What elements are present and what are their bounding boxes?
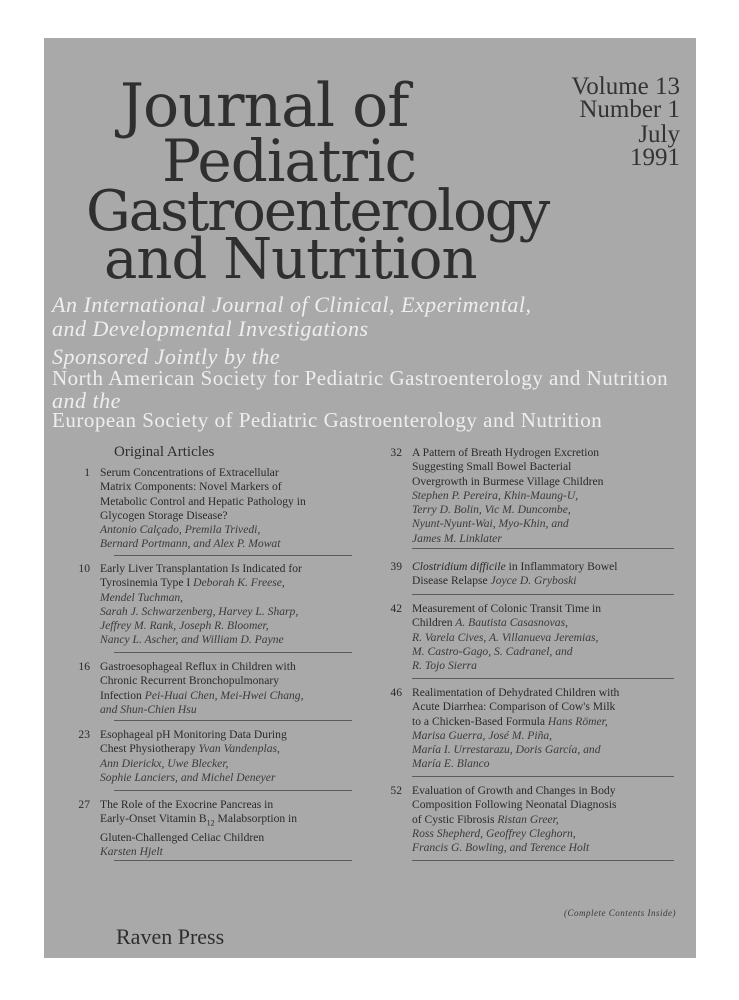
- article-title-line: Matrix Components: Novel Markers of: [100, 480, 282, 494]
- article-p39: [386, 560, 686, 590]
- sponsors-line-4: European Society of Pediatric Gastroenterology and Nutrition: [52, 408, 603, 432]
- page-number: 16: [78, 660, 90, 673]
- divider: [412, 548, 674, 549]
- page-number: 42: [390, 602, 402, 615]
- article-p46: [386, 686, 686, 772]
- contents-inside-note: (Complete Contents Inside): [564, 908, 676, 918]
- article-authors: Ross Shepherd, Geoffrey Cleghorn,: [412, 826, 576, 840]
- article-title-line: Realimentation of Dehydrated Children with: [412, 686, 620, 699]
- article-title-line: Clostridium difficile: [412, 560, 506, 573]
- article-p23: [74, 728, 364, 786]
- article-authors: Marisa Guerra, José M. Piña,: [412, 728, 553, 742]
- contents-heading: Original Articles: [114, 444, 215, 460]
- article-authors: M. Castro-Gago, S. Cadranel, and: [412, 644, 573, 658]
- divider: [412, 860, 674, 861]
- title-line-3: Gastroenterology: [86, 179, 549, 244]
- article-authors: James M. Linklater: [412, 531, 502, 545]
- title-line-2: Pediatric: [162, 127, 417, 195]
- article-authors: R. Tojo Sierra: [412, 659, 477, 673]
- subtitle-line-2: and Developmental Investigations: [52, 316, 369, 341]
- divider: [412, 678, 674, 679]
- article-p42: [386, 602, 686, 674]
- publisher-name: Raven Press: [116, 924, 225, 949]
- article-title-line: Disease Relapse: [412, 574, 488, 588]
- article-p27: [74, 798, 364, 859]
- article-title-line: Early Liver Transplantation Is Indicated for: [100, 562, 302, 575]
- article-title-line: Early-Onset Vitamin B: [100, 812, 207, 826]
- divider: [114, 860, 352, 861]
- article-authors: María E. Blanco: [412, 757, 490, 771]
- page-number: 46: [390, 686, 402, 699]
- article-title-line: Tyrosinemia Type I: [100, 576, 191, 590]
- divider: [114, 720, 352, 721]
- article-title-line: Children: [412, 616, 453, 630]
- subtitle-line-1: An International Journal of Clinical, Experimental,: [52, 292, 532, 317]
- page-number: 10: [78, 562, 90, 575]
- page-number: 27: [78, 798, 90, 811]
- article-title-line: Glycogen Storage Disease?: [100, 508, 228, 522]
- article-title-line: Metabolic Control and Hepatic Pathology in: [100, 494, 306, 508]
- article-authors: Pei-Huai Chen, Mei-Hwei Chang,: [141, 688, 304, 702]
- article-authors: Antonio Calçado, Premila Trivedi,: [100, 523, 261, 537]
- divider: [412, 594, 674, 595]
- page-number: 32: [390, 446, 402, 459]
- article-title-line: The Role of the Exocrine Pancreas in: [100, 798, 274, 811]
- article-authors: Deborah K. Freese,: [190, 576, 285, 590]
- article-authors: Sarah J. Schwarzenberg, Harvey L. Sharp,: [100, 604, 299, 618]
- article-authors: Jeffrey M. Rank, Joseph R. Bloomer,: [100, 619, 269, 633]
- sponsors-line-1: Sponsored Jointly by the: [52, 344, 281, 369]
- article-title-line: Gastroesophageal Reflux in Children with: [100, 660, 296, 673]
- sponsors-line-3: and the: [52, 388, 121, 413]
- title-line-4: and Nutrition: [104, 227, 477, 292]
- article-authors: Nancy L. Ascher, and William D. Payne: [100, 633, 284, 647]
- article-authors: Bernard Portmann, and Alex P. Mowat: [100, 537, 281, 551]
- article-title-line: Suggesting Small Bowel Bacterial: [412, 460, 572, 474]
- article-authors: Francis G. Bowling, and Terence Holt: [412, 841, 590, 855]
- article-authors: A. Bautista Casasnovas,: [452, 616, 568, 630]
- article-p16: [74, 660, 364, 718]
- divider: [114, 790, 352, 791]
- article-title-line: of Cystic Fibrosis: [412, 812, 495, 826]
- article-title-line: Esophageal pH Monitoring Data During: [100, 728, 287, 741]
- page-number: 52: [390, 784, 402, 797]
- article-authors: and Shun-Chien Hsu: [100, 702, 197, 716]
- issue-month: July: [638, 121, 680, 148]
- article-title-line: Chest Physiotherapy: [100, 742, 196, 756]
- article-p1: [74, 466, 364, 552]
- article-title-line: to a Chicken-Based Formula: [412, 714, 545, 728]
- article-p52: [386, 784, 686, 856]
- article-title-line: in Inflammatory Bowel: [505, 560, 618, 573]
- article-authors: R. Varela Cives, A. Villanueva Jeremias,: [412, 630, 599, 644]
- article-authors: Ristan Greer,: [494, 812, 559, 826]
- article-authors: Yvan Vandenplas,: [195, 742, 280, 756]
- issue-volume: Volume 13: [571, 73, 680, 100]
- article-authors: Terry D. Bolin, Vic M. Duncombe,: [412, 503, 571, 517]
- article-authors: Ann Dierickx, Uwe Blecker,: [100, 756, 229, 770]
- title-line-1: Journal of: [120, 71, 409, 141]
- article-title-line: Composition Following Neonatal Diagnosis: [412, 798, 617, 812]
- article-authors: Mendel Tuchman,: [100, 590, 184, 604]
- divider: [114, 555, 352, 556]
- sponsors-line-2: North American Society for Pediatric Gastroenterology and Nutrition: [52, 366, 669, 390]
- article-authors: Nyunt-Nyunt-Wai, Myo-Khin, and: [412, 517, 569, 531]
- article-title-line: Infection: [100, 688, 142, 702]
- article-title-line: Serum Concentrations of Extracellular: [100, 466, 279, 479]
- article-title-line: Malabsorption in: [214, 812, 298, 826]
- article-title-line: Evaluation of Growth and Changes in Body: [412, 784, 616, 797]
- article-authors: Sophie Lanciers, and Michel Deneyer: [100, 770, 276, 784]
- article-title-line: Gluten-Challenged Celiac Children: [100, 830, 265, 844]
- article-title-line: A Pattern of Breath Hydrogen Excretion: [412, 446, 600, 459]
- article-title-line: Overgrowth in Burmese Village Children: [412, 474, 604, 488]
- divider: [114, 652, 352, 653]
- article-title-line: Acute Diarrhea: Comparison of Cow's Milk: [412, 700, 616, 714]
- article-p32: [386, 446, 686, 546]
- page-number: 39: [390, 560, 402, 573]
- issue-number: Number 1: [579, 96, 680, 123]
- article-title-line: Measurement of Colonic Transit Time in: [412, 602, 602, 615]
- article-authors: Stephen P. Pereira, Khin-Maung-U,: [412, 488, 579, 502]
- article-authors: Karsten Hjelt: [100, 845, 163, 859]
- subscript: 12: [206, 818, 215, 828]
- article-authors: María I. Urrestarazu, Doris García, and: [412, 743, 601, 757]
- journal-cover: [44, 38, 696, 958]
- page-number: 23: [78, 728, 90, 741]
- article-authors: Hans Römer,: [544, 714, 608, 728]
- article-title-line: Chronic Recurrent Bronchopulmonary: [100, 674, 280, 688]
- article-authors: Joyce D. Gryboski: [487, 574, 577, 588]
- issue-year: 1991: [630, 144, 680, 171]
- page-number: 1: [84, 466, 90, 479]
- article-p10: [74, 562, 364, 648]
- divider: [412, 776, 674, 777]
